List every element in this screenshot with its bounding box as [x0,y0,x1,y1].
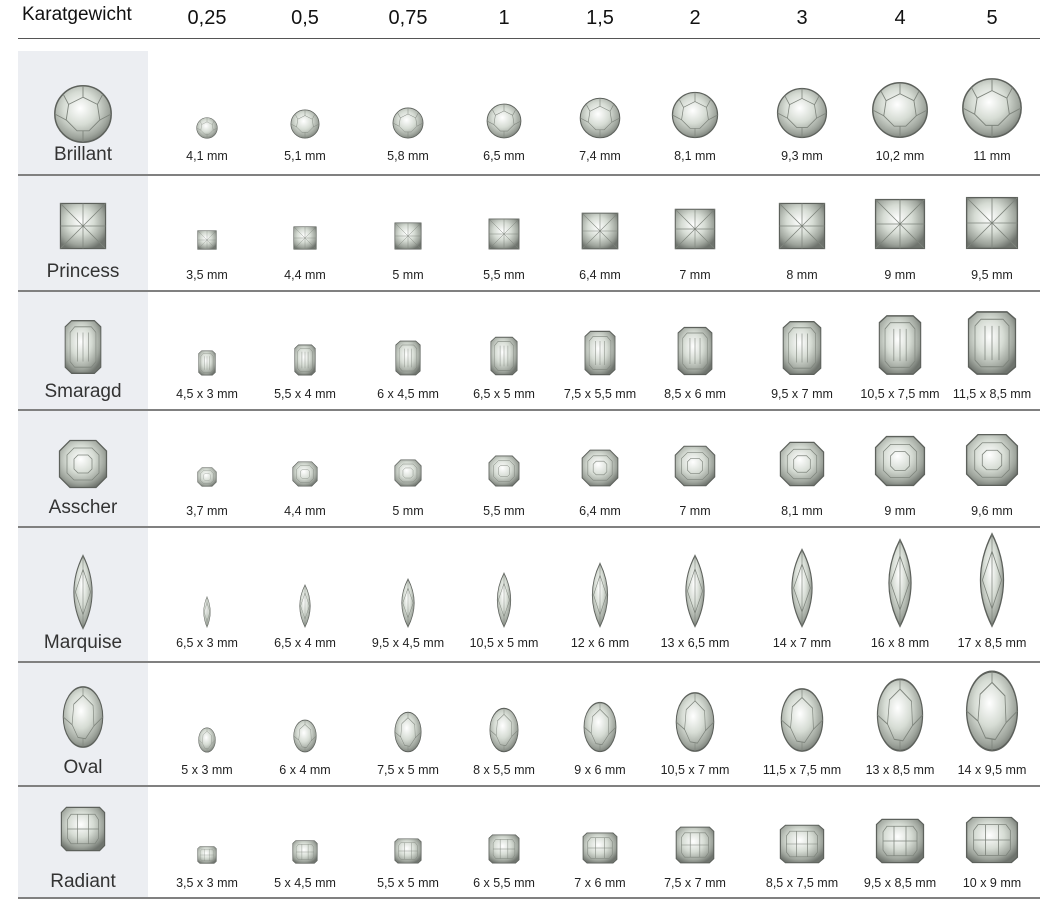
stone-dimension-label: 5 mm [392,504,424,518]
diamond-stone [358,711,458,753]
emerald-cut-diamond-icon [64,319,102,375]
stone-dimension-label: 5,5 x 5 mm [377,876,439,890]
diamond-stone [157,350,257,376]
shape-icon-wrapper [18,439,148,489]
princess-cut-diamond-icon [59,202,107,250]
diamond-radiant-icon [965,816,1019,864]
diamond-marquise-icon [584,562,616,628]
size-cell [645,411,745,528]
diamond-stone [358,340,458,376]
carat-column-header: 0,25 [187,7,227,29]
diamond-asscher-icon [488,455,520,487]
size-cell [358,51,458,176]
stone-dimension-label: 8 x 5,5 mm [473,763,535,777]
size-cell [157,411,257,528]
shape-row-princess [18,176,1040,292]
diamond-stone [752,824,852,864]
stone-dimension-label: 8,5 x 6 mm [664,387,726,401]
stone-dimension-label: 10,5 x 7,5 mm [860,387,940,401]
stone-dimension-label: 4,5 x 3 mm [176,387,238,401]
diamond-stone [942,77,1042,139]
diamond-radiant-icon [779,824,825,864]
diamond-stone [550,701,650,753]
stone-dimension-label: 7,4 mm [579,149,621,163]
stone-dimension-label: 13 x 8,5 mm [865,763,935,777]
stone-dimension-label: 8,5 x 7,5 mm [765,876,839,890]
diamond-smaragd-icon [490,336,518,376]
size-cell [255,176,355,292]
diamond-asscher-icon [965,433,1019,487]
diamond-oval-icon [489,707,519,753]
diamond-smaragd-icon [198,350,216,376]
diamond-stone [942,532,1042,628]
shape-row-marquise [18,528,1040,663]
shape-row-asscher [18,411,1040,528]
size-cell [454,528,554,663]
size-cell [157,663,257,787]
diamond-stone [850,314,950,376]
diamond-brillant-icon [392,107,424,139]
stone-dimension-label: 5,8 mm [387,149,429,163]
diamond-smaragd-icon [878,314,922,376]
diamond-asscher-icon [581,449,619,487]
stone-dimension-label: 10,5 x 5 mm [469,636,539,650]
diamond-oval-icon [583,701,617,753]
stone-dimension-label: 11,5 x 7,5 mm [762,763,842,777]
shape-name: Brillant [53,144,113,165]
stone-dimension-label: 5,5 x 4 mm [274,387,336,401]
size-cell [850,176,950,292]
diamond-oval-icon [675,691,715,753]
diamond-radiant-icon [875,818,925,864]
shape-name: Radiant [50,871,116,892]
size-cell [255,51,355,176]
carat-column-header: 5 [986,7,998,29]
diamond-stone [752,687,852,753]
stone-dimension-label: 5,5 mm [483,504,525,518]
diamond-asscher-icon [874,435,926,487]
diamond-stone [850,81,950,139]
diamond-stone [454,707,554,753]
stone-dimension-label: 8,1 mm [781,504,823,518]
diamond-brillant-icon [486,103,522,139]
size-cell [550,51,650,176]
diamond-stone [255,461,355,487]
size-cell [752,663,852,787]
size-cell [550,663,650,787]
stone-dimension-label: 6,5 x 4 mm [274,636,336,650]
stone-dimension-label: 5,5 mm [483,268,525,282]
diamond-stone [157,596,257,628]
diamond-princess-icon [778,202,826,250]
diamond-stone [942,669,1042,753]
diamond-stone [454,336,554,376]
size-cell [942,411,1042,528]
radiant-cut-diamond-icon [60,806,106,852]
stone-dimension-label: 10 x 9 mm [962,876,1022,890]
diamond-brillant-icon [290,109,320,139]
carat-column-header: 0,75 [388,7,428,29]
diamond-oval-icon [780,687,824,753]
diamond-stone [645,826,745,864]
size-cell [850,787,950,899]
diamond-princess-icon [965,196,1019,250]
size-cell [157,176,257,292]
diamond-marquise-icon [395,578,421,628]
carat-weight-label: Karatgewicht [22,4,132,25]
diamond-oval-icon [965,669,1019,753]
diamond-stone [850,198,950,250]
diamond-stone [454,455,554,487]
diamond-stone [358,459,458,487]
stone-dimension-label: 7,5 x 5 mm [377,763,439,777]
diamond-marquise-icon [294,584,316,628]
stone-dimension-label: 16 x 8 mm [870,636,930,650]
diamond-stone [645,554,745,628]
stone-dimension-label: 8 mm [786,268,818,282]
stone-dimension-label: 9 mm [884,268,916,282]
stone-dimension-label: 6,5 x 3 mm [176,636,238,650]
diamond-stone [454,572,554,628]
diamond-stone [157,846,257,864]
diamond-princess-icon [874,198,926,250]
diamond-stone [550,330,650,376]
size-cell [358,292,458,411]
stone-dimension-label: 12 x 6 mm [570,636,630,650]
diamond-radiant-icon [582,832,618,864]
diamond-stone [255,226,355,250]
diamond-princess-icon [293,226,317,250]
diamond-stone [550,832,650,864]
diamond-stone [752,441,852,487]
shape-row-oval [18,663,1040,787]
diamond-asscher-icon [674,445,716,487]
size-cell [454,411,554,528]
carat-column-header: 1,5 [586,7,614,29]
stone-dimension-label: 17 x 8,5 mm [957,636,1027,650]
size-cell [942,51,1042,176]
size-cell [850,51,950,176]
diamond-princess-icon [394,222,422,250]
size-cell [752,787,852,899]
shape-name: Asscher [48,497,118,518]
diamond-stone [358,578,458,628]
diamond-asscher-icon [292,461,318,487]
stone-dimension-label: 7,5 x 7 mm [664,876,726,890]
stone-dimension-label: 8,1 mm [674,149,716,163]
shape-icon-wrapper [18,84,148,144]
stone-dimension-label: 6 x 4 mm [279,763,331,777]
size-cell [358,663,458,787]
diamond-radiant-icon [675,826,715,864]
diamond-marquise-icon [968,532,1016,628]
size-cell [358,176,458,292]
size-cell [850,411,950,528]
size-cell [752,411,852,528]
stone-dimension-label: 6 x 5,5 mm [473,876,535,890]
stone-dimension-label: 5 x 3 mm [181,763,233,777]
size-cell [550,411,650,528]
size-cell [550,787,650,899]
stone-dimension-label: 6,4 mm [579,504,621,518]
stone-dimension-label: 10,5 x 7 mm [660,763,730,777]
diamond-stone [255,109,355,139]
diamond-stone [850,435,950,487]
size-cell [255,292,355,411]
diamond-stone [942,433,1042,487]
shape-name: Smaragd [44,381,122,402]
size-cell [752,51,852,176]
size-cell [255,663,355,787]
diamond-marquise-icon [877,538,923,628]
diamond-stone [358,838,458,864]
size-cell [454,51,554,176]
size-cell [752,292,852,411]
diamond-stone [850,677,950,753]
stone-dimension-label: 3,5 mm [186,268,228,282]
diamond-brillant-icon [579,97,621,139]
size-cell [358,528,458,663]
stone-dimension-label: 9,5 x 7 mm [771,387,833,401]
diamond-smaragd-icon [967,310,1017,376]
size-cell [942,787,1042,899]
shape-icon-wrapper [18,806,148,852]
diamond-princess-icon [581,212,619,250]
size-cell [157,51,257,176]
stone-dimension-label: 14 x 7 mm [772,636,832,650]
diamond-stone [255,719,355,753]
carat-column-header: 0,5 [291,7,319,29]
diamond-oval-icon [394,711,422,753]
diamond-stone [358,107,458,139]
diamond-brillant-icon [671,91,719,139]
stone-dimension-label: 5,1 mm [284,149,326,163]
stone-dimension-label: 9 x 6 mm [574,763,626,777]
shape-row-smaragd [18,292,1040,411]
diamond-oval-icon [876,677,924,753]
carat-column-header: 1 [498,7,510,29]
diamond-stone [157,467,257,487]
stone-dimension-label: 11 mm [973,149,1011,163]
diamond-stone [454,218,554,250]
diamond-stone [255,344,355,376]
size-cell [645,176,745,292]
stone-dimension-label: 3,7 mm [186,504,228,518]
shape-row-radiant [18,787,1040,899]
diamond-stone [454,834,554,864]
stone-dimension-label: 5 x 4,5 mm [274,876,336,890]
stone-dimension-label: 7 x 6 mm [574,876,626,890]
diamond-marquise-icon [200,596,214,628]
stone-dimension-label: 10,2 mm [875,149,925,163]
diamond-smaragd-icon [395,340,421,376]
diamond-brillant-icon [961,77,1023,139]
diamond-stone [550,97,650,139]
stone-dimension-label: 6,4 mm [579,268,621,282]
size-cell [850,292,950,411]
oval-cut-diamond-icon [62,685,104,749]
diamond-smaragd-icon [677,326,713,376]
diamond-stone [942,816,1042,864]
diamond-smaragd-icon [782,320,822,376]
size-cell [454,787,554,899]
asscher-cut-diamond-icon [58,439,108,489]
diamond-stone [550,449,650,487]
shape-name: Princess [46,261,120,282]
diamond-asscher-icon [197,467,217,487]
diamond-stone [752,87,852,139]
size-cell [157,292,257,411]
stone-dimension-label: 9,5 mm [971,268,1013,282]
size-cell [454,176,554,292]
diamond-princess-icon [197,230,217,250]
size-cell [942,176,1042,292]
diamond-stone [550,562,650,628]
diamond-stone [942,310,1042,376]
diamond-oval-icon [293,719,317,753]
diamond-oval-icon [198,727,216,753]
stone-dimension-label: 6,5 mm [483,149,525,163]
diamond-princess-icon [488,218,520,250]
stone-dimension-label: 9 mm [884,504,916,518]
size-cell [358,411,458,528]
size-cell [645,528,745,663]
diamond-radiant-icon [394,838,422,864]
diamond-stone [850,538,950,628]
diamond-brillant-icon [871,81,929,139]
size-cell [850,663,950,787]
shape-icon-wrapper [18,202,148,250]
diamond-stone [157,230,257,250]
diamond-stone [255,584,355,628]
diamond-stone [454,103,554,139]
size-cell [255,528,355,663]
diamond-stone [645,91,745,139]
size-cell [550,176,650,292]
size-cell [255,787,355,899]
diamond-stone [157,727,257,753]
diamond-asscher-icon [394,459,422,487]
carat-column-header: 2 [689,7,701,29]
size-cell [550,292,650,411]
size-cell [157,787,257,899]
diamond-asscher-icon [779,441,825,487]
size-cell [645,292,745,411]
size-cell [942,292,1042,411]
size-cell [454,663,554,787]
shape-icon-wrapper [18,685,148,749]
diamond-princess-icon [674,208,716,250]
diamond-stone [358,222,458,250]
size-cell [645,663,745,787]
stone-dimension-label: 7,5 x 5,5 mm [563,387,637,401]
stone-dimension-label: 4,1 mm [186,149,228,163]
size-cell [157,528,257,663]
diamond-brillant-icon [196,117,218,139]
diamond-marquise-icon [676,554,714,628]
size-cell [752,176,852,292]
size-cell [255,411,355,528]
stone-dimension-label: 7 mm [679,504,711,518]
shape-icon-wrapper [18,319,148,375]
stone-dimension-label: 3,5 x 3 mm [176,876,238,890]
diamond-stone [645,326,745,376]
diamond-brillant-icon [776,87,828,139]
stone-dimension-label: 9,5 x 4,5 mm [371,636,445,650]
size-cell [752,528,852,663]
stone-dimension-label: 4,4 mm [284,504,326,518]
shape-row-brillant [18,51,1040,176]
size-cell [942,528,1042,663]
diamond-stone [752,548,852,628]
size-cell [850,528,950,663]
diamond-stone [550,212,650,250]
diamond-radiant-icon [488,834,520,864]
stone-dimension-label: 6,5 x 5 mm [473,387,535,401]
size-cell [942,663,1042,787]
stone-dimension-label: 7 mm [679,268,711,282]
stone-dimension-label: 13 x 6,5 mm [660,636,730,650]
size-cell [550,528,650,663]
carat-column-header: 3 [796,7,808,29]
size-cell [645,787,745,899]
diamond-radiant-icon [197,846,217,864]
shape-name: Oval [63,757,103,778]
size-cell [645,51,745,176]
marquise-cut-diamond-icon [64,554,102,630]
stone-dimension-label: 9,3 mm [781,149,823,163]
stone-dimension-label: 9,5 x 8,5 mm [863,876,937,890]
shape-icon-wrapper [18,554,148,630]
diamond-stone [645,691,745,753]
diamond-stone [157,117,257,139]
diamond-stone [752,202,852,250]
diamond-stone [850,818,950,864]
size-cell [358,787,458,899]
stone-dimension-label: 14 x 9,5 mm [957,763,1027,777]
diamond-stone [645,208,745,250]
diamond-marquise-icon [490,572,518,628]
stone-dimension-label: 4,4 mm [284,268,326,282]
diamond-smaragd-icon [584,330,616,376]
diamond-stone [645,445,745,487]
stone-dimension-label: 11,5 x 8,5 mm [952,387,1032,401]
diamond-stone [255,840,355,864]
size-cell [454,292,554,411]
stone-dimension-label: 6 x 4,5 mm [377,387,439,401]
diamond-radiant-icon [292,840,318,864]
round-brilliant-diamond-icon [53,84,113,144]
diamond-stone [942,196,1042,250]
carat-column-header: 4 [894,7,906,29]
shape-name: Marquise [43,632,123,653]
diamond-smaragd-icon [294,344,316,376]
diamond-marquise-icon [781,548,823,628]
stone-dimension-label: 5 mm [392,268,424,282]
diamond-stone [752,320,852,376]
stone-dimension-label: 9,6 mm [971,504,1013,518]
